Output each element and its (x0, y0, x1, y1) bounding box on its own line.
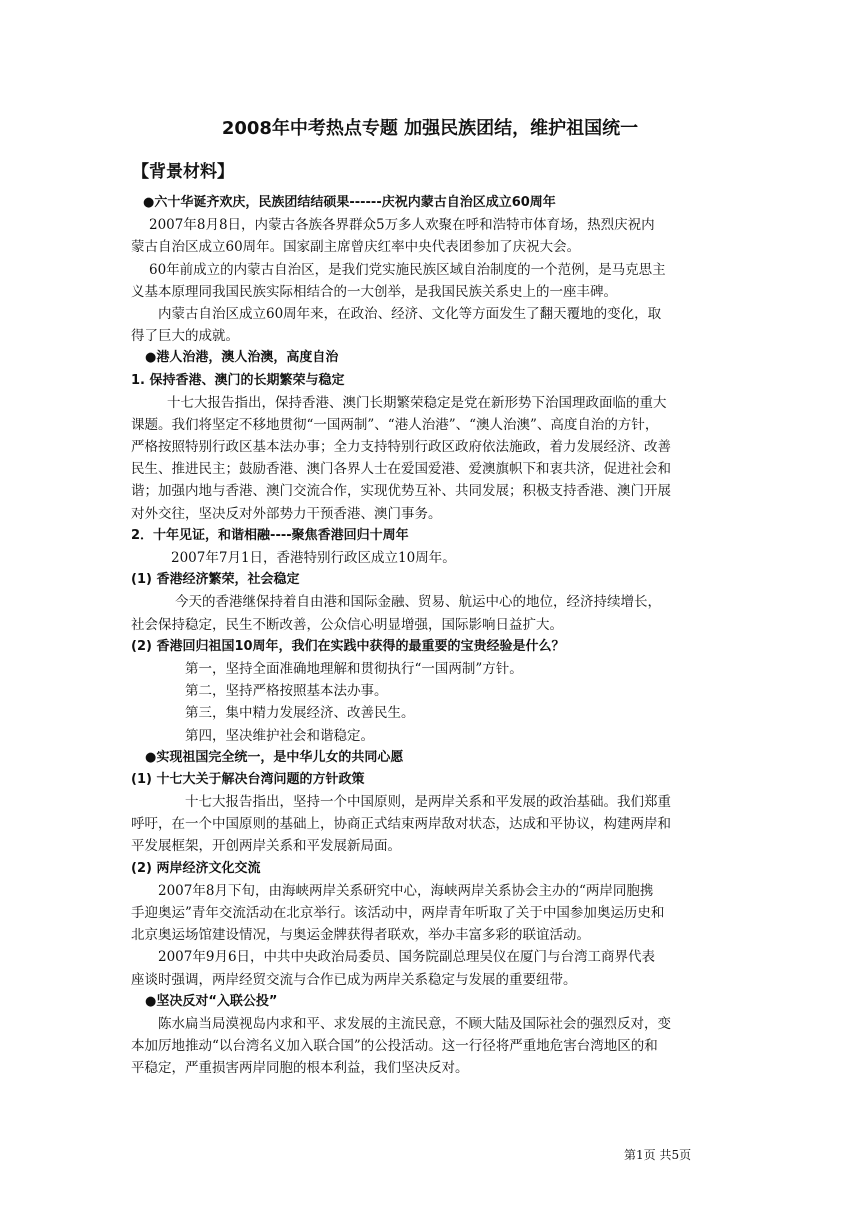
paragraph-line: 第三，集中精力发展经济、改善民生。 (185, 705, 415, 722)
subheading-line: 2．十年见证，和谐相融----聚焦香港回归十周年 (131, 527, 409, 543)
document-body (131, 192, 731, 1080)
subheading-line: (2) 香港回归祖国10周年，我们在实践中获得的最重要的宝贵经验是什么？ (131, 638, 565, 654)
subheading-line: (1) 十七大关于解决台湾问题的方针政策 (131, 771, 365, 787)
subheading-line: (1) 香港经济繁荣，社会稳定 (131, 572, 300, 588)
paragraph-line: 十七大报告指出，坚持一个中国原则，是两岸关系和平发展的政治基础。我们郑重 (185, 794, 671, 811)
paragraph-line: 第一，坚持全面准确地理解和贯彻执行“一国两制”方针。 (185, 660, 523, 677)
paragraph-line: 陈水扁当局漠视岛内求和平、求发展的主流民意，不顾大陆及国际社会的强烈反对，变 (158, 1015, 671, 1032)
subheading-line: ●实现祖国完全统一，是中华儿女的共同心愿 (145, 749, 404, 765)
paragraph-line: 蒙古自治区成立60周年。国家副主席曾庆红率中央代表团参加了庆祝大会。 (131, 239, 581, 256)
paragraph-line: 得了巨大的成就。 (131, 328, 239, 345)
subheading-line: 1. 保持香港、澳门的长期繁荣与稳定 (131, 372, 345, 388)
paragraph-line: 民生、推进民主；鼓励香港、澳门各界人士在爱国爱港、爱澳旗帜下和衷共济，促进社会和 (131, 461, 671, 478)
paragraph-line: 严格按照特别行政区基本法办事；全力支持特别行政区政府依法施政，着力发展经济、改善 (131, 439, 671, 456)
paragraph-line: 呼吁，在一个中国原则的基础上，协商正式结束两岸敌对状态，达成和平协议，构建两岸和 (131, 816, 671, 833)
paragraph-line: 北京奥运场馆建设情况，与奥运金牌获得者联欢，举办丰富多彩的联谊活动。 (131, 927, 590, 944)
paragraph-line: 今天的香港继保持着自由港和国际金融、贸易、航运中心的地位，经济持续增长， (175, 594, 661, 611)
paragraph-line: 2007年7月1日，香港特别行政区成立10周年。 (171, 550, 456, 566)
paragraph-line: 平发展框架，开创两岸关系和平发展新局面。 (131, 838, 401, 855)
paragraph-line: 十七大报告指出，保持香港、澳门长期繁荣稳定是党在新形势下治国理政面临的重大 (167, 394, 667, 411)
paragraph-line: 本加厉地推动“以台湾名义加入联合国”的公投活动。这一行径将严重地危害台湾地区的和 (131, 1038, 658, 1055)
subheading-line: ●坚决反对“入联公投” (145, 993, 278, 1009)
paragraph-line: 对外交往，坚决反对外部势力干预香港、澳门事务。 (131, 505, 442, 522)
document-title: 2008年中考热点专题 加强民族团结，维护祖国统一 (221, 118, 639, 139)
subheading-line: ●六十华诞齐欢庆，民族团结结硕果------庆祝内蒙古自治区成立60周年 (143, 195, 556, 210)
paragraph-line: 第四，坚决维护社会和谐稳定。 (185, 727, 374, 744)
paragraph-line: 内蒙古自治区成立60周年来，在政治、经济、文化等方面发生了翻天覆地的变化，取 (158, 305, 662, 322)
paragraph-line: 座谈时强调，两岸经贸交流与合作已成为两岸关系稳定与发展的重要纽带。 (131, 971, 577, 988)
paragraph-line: 平稳定，严重损害两岸同胞的根本利益，我们坚决反对。 (131, 1060, 469, 1077)
paragraph-line: 谐；加强内地与香港、澳门交流合作，实现优势互补、共同发展；积极支持香港、澳门开展 (131, 483, 671, 500)
paragraph-line: 2007年9月6日，中共中央政治局委员、国务院副总理吴仪在厦门与台湾工商界代表 (158, 949, 656, 966)
paragraph-line: 60年前成立的内蒙古自治区，是我们党实施民族区域自治制度的一个范例，是马克思主 (149, 261, 666, 278)
subheading-line: (2) 两岸经济文化交流 (131, 860, 261, 876)
paragraph-line: 2007年8月8日，内蒙古各族各界群众5万多人欢聚在呼和浩特市体育场，热烈庆祝内 (149, 217, 655, 234)
paragraph-line: 手迎奥运”青年交流活动在北京举行。该活动中，两岸青年听取了关于中国参加奥运历史和 (131, 905, 665, 921)
section-heading: 【背景材料】 (132, 162, 234, 182)
paragraph-line: 课题。我们将坚定不移地贯彻“一国两制”、“港人治港”、“澳人治澳”、高度自治的方针， (131, 416, 659, 433)
paragraph-line: 社会保持稳定，民生不断改善，公众信心明显增强，国际影响日益扩大。 (131, 616, 563, 633)
paragraph-line: 义基本原理同我国民族实际相结合的一大创举，是我国民族关系史上的一座丰碑。 (131, 283, 617, 300)
paragraph-line: 第二，坚持严格按照基本法办事。 (185, 683, 388, 700)
page-footer: 第1页 共5页 (624, 1148, 692, 1162)
subheading-line: ●港人治港，澳人治澳，高度自治 (145, 350, 339, 366)
paragraph-line: 2007年8月下旬，由海峡两岸关系研究中心，海峡两岸关系协会主办的“两岸同胞携 (158, 882, 654, 899)
